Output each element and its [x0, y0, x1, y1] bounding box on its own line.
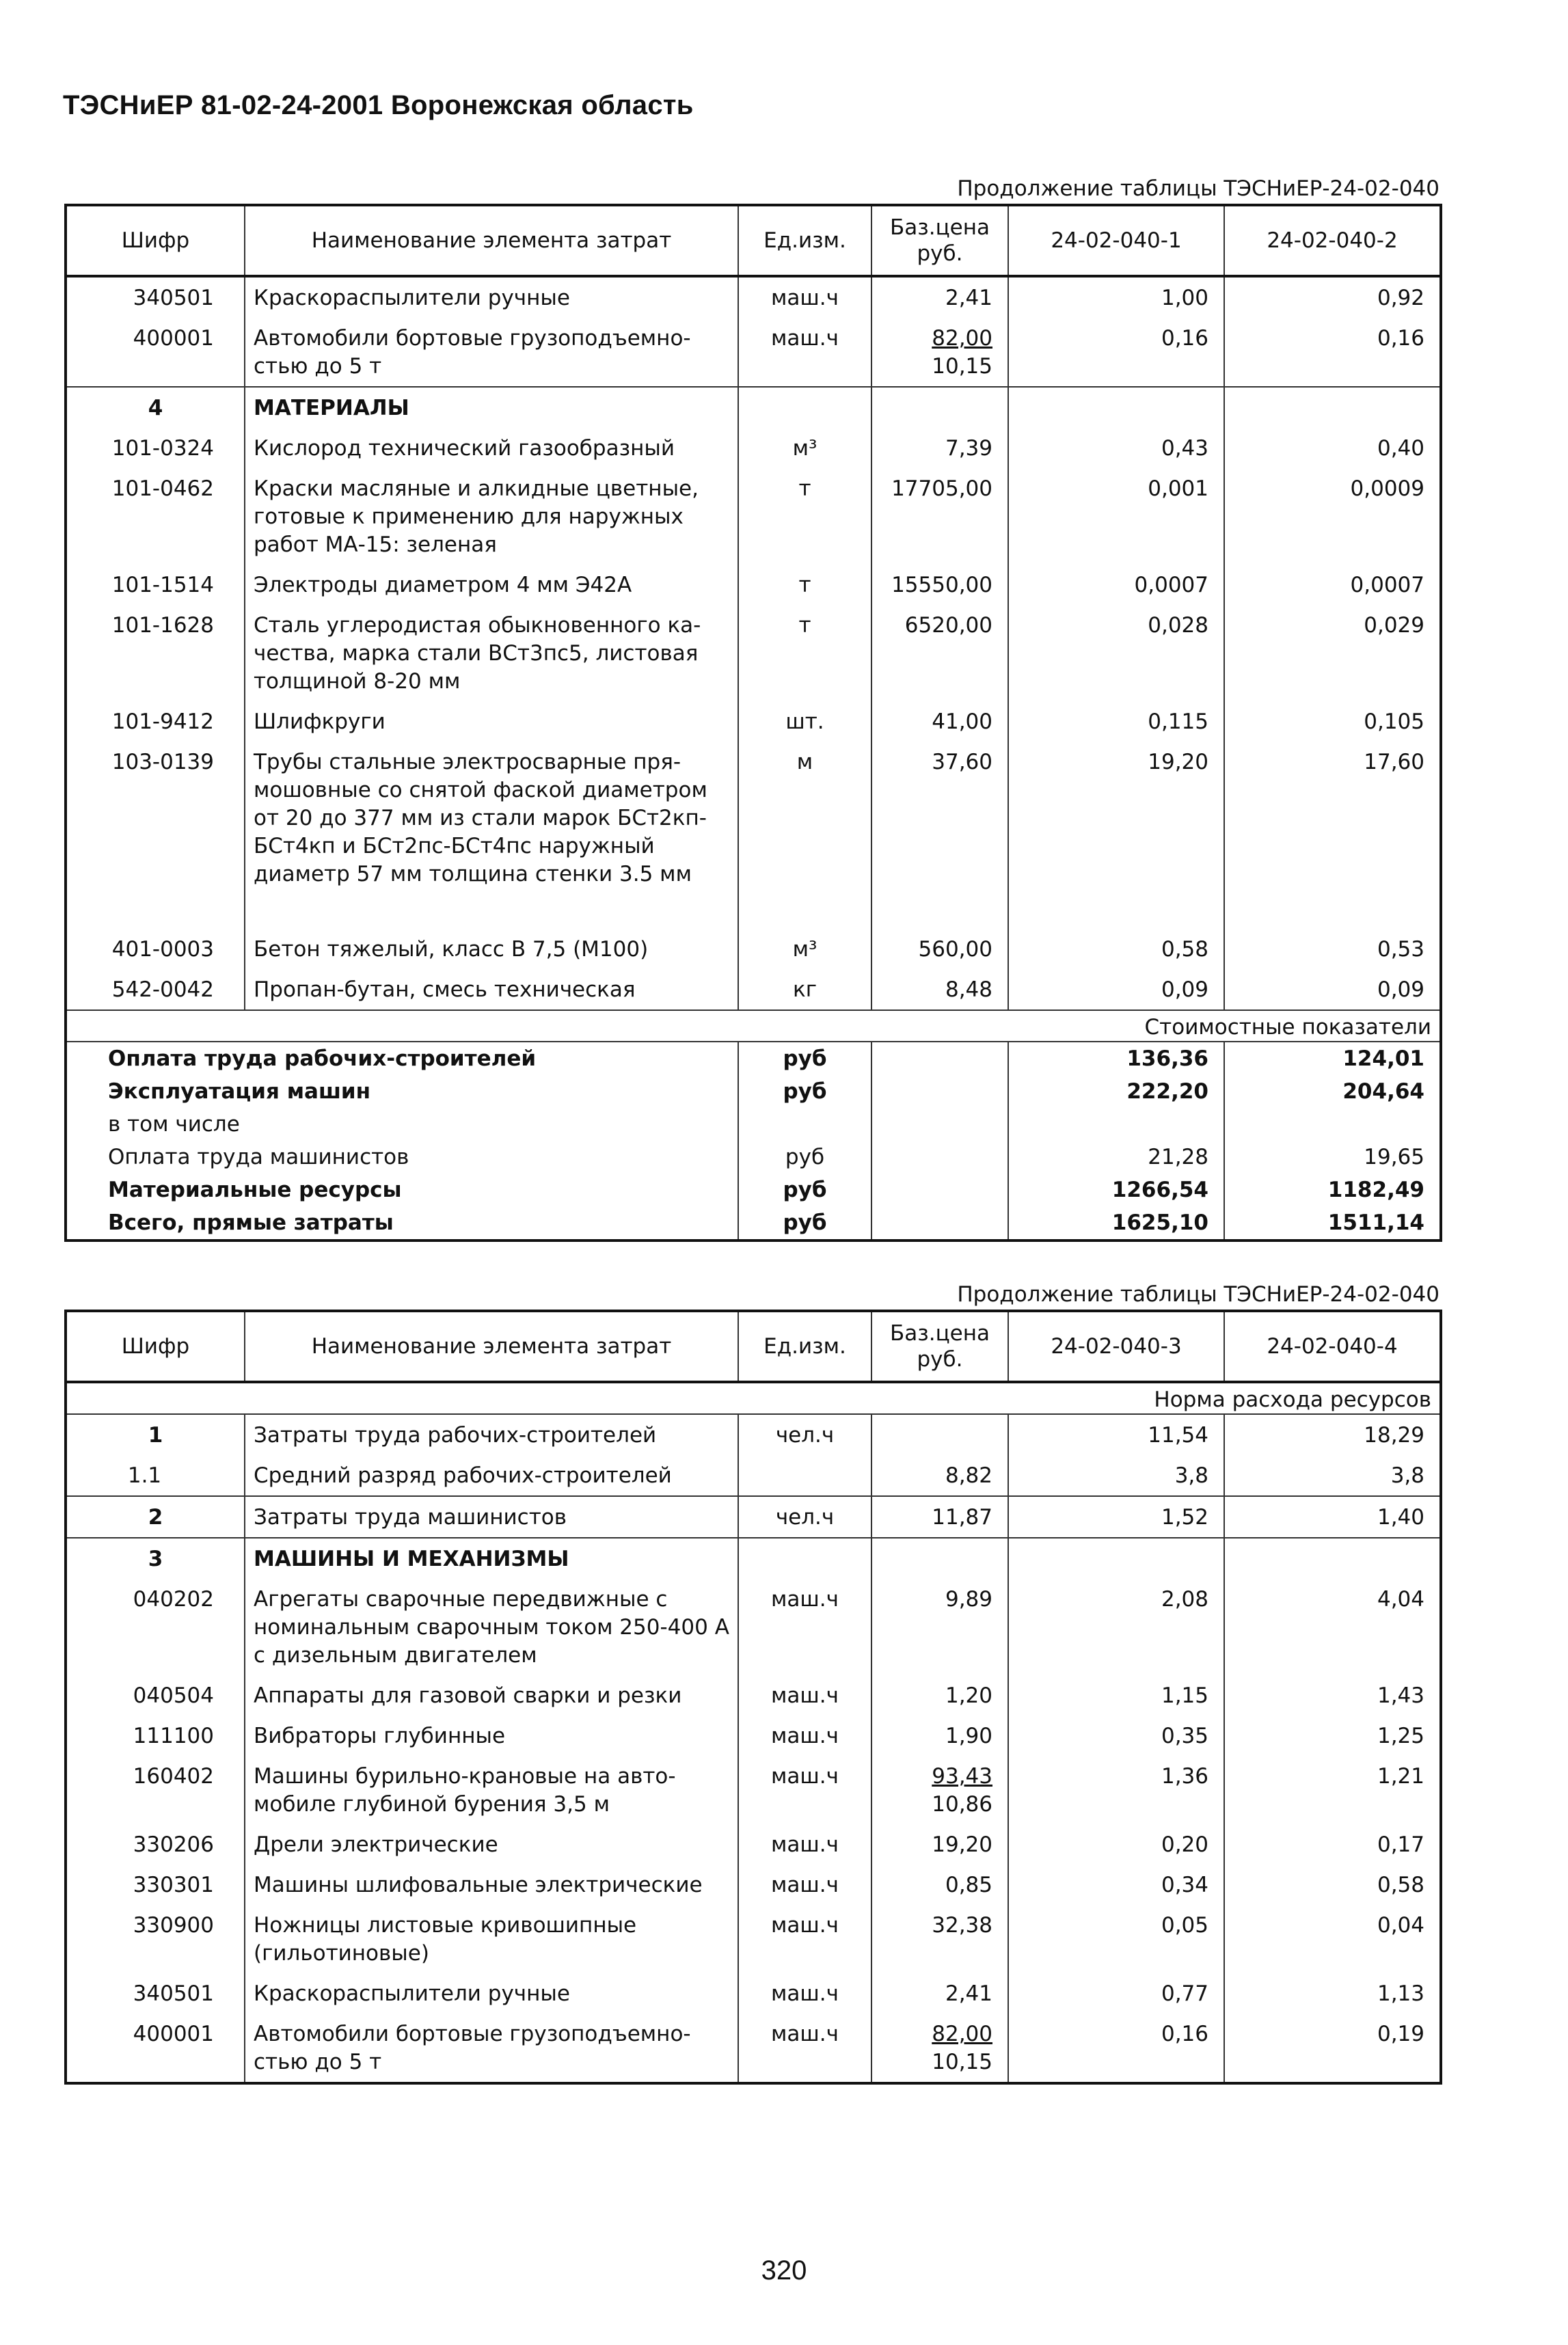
table-row: 330206 Дрели электрические маш.ч 19,20 0,20 0,17: [66, 1824, 1441, 1865]
table-row: 101-0462 Краски масляные и алкидные цветные, готовые к применению для наружных работ МА-15: зеленая т 17705,00 0,001 0,0009: [66, 468, 1441, 565]
table1-header-row: [66, 205, 1441, 276]
table-row: 330900 Ножницы листовые кривошипные (гильотиновые) маш.ч 32,38 0,05 0,04: [66, 1905, 1441, 1973]
table2-header-row: [66, 1311, 1441, 1382]
header-price: Баз.цена руб.: [871, 1311, 1008, 1382]
norm-band-label: Норма расхода ресурсов: [66, 1382, 1441, 1414]
header-code: Шифр: [66, 205, 245, 276]
table-row: 103-0139 Трубы стальные электросварные пря-мошовные со снятой фаской диаметром от 20 до 377 мм из стали марок БСт2кп-БСт4кп и БСт2пс-БСт4пс наружный диаметр 57 мм толщина стенки 3.5 мм м 37,60 19,20 17,60: [66, 742, 1441, 929]
cost-band-row: [66, 1010, 1441, 1042]
header-col-a: 24-02-040-3: [1008, 1311, 1224, 1382]
table2: [64, 1310, 1442, 2085]
summary-row: в том числе: [66, 1108, 1441, 1141]
table-row: 401-0003 Бетон тяжелый, класс В 7,5 (М100) м³ 560,00 0,58 0,53: [66, 929, 1441, 969]
table-row: 330301 Машины шлифовальные электрические маш.ч 0,85 0,34 0,58: [66, 1865, 1441, 1905]
header-col-a: 24-02-040-1: [1008, 205, 1224, 276]
page-number: 320: [761, 2255, 807, 2286]
summary-row: Материальные ресурсы руб 1266,54 1182,49: [66, 1174, 1441, 1206]
table-row: 101-9412 Шлифкруги шт. 41,00 0,115 0,105: [66, 701, 1441, 742]
header-name: Наименование элемента затрат: [245, 205, 738, 276]
summary-row: Всего, прямые затраты руб 1625,10 1511,14: [66, 1206, 1441, 1241]
table-row: 2 Затраты труда машинистов чел.ч 11,87 1,52 1,40: [66, 1496, 1441, 1538]
document-title: ТЭСНиЕР 81-02-24-2001 Воронежская область: [63, 90, 694, 120]
table-row: 340501 Краскораспылители ручные маш.ч 2,41 1,00 0,92: [66, 276, 1441, 318]
table-row: 111100 Вибраторы глубинные маш.ч 1,90 0,35 1,25: [66, 1716, 1441, 1756]
table-row: 400001 Автомобили бортовые грузоподъемно-стью до 5 т маш.ч 82,00 10,15 0,16 0,19: [66, 2014, 1441, 2083]
cost-band-label: Стоимостные показатели: [66, 1010, 1441, 1042]
table-row: 101-0324 Кислород технический газообразный м³ 7,39 0,43 0,40: [66, 428, 1441, 468]
norm-band-row: [66, 1382, 1441, 1414]
table-row: 101-1514 Электроды диаметром 4 мм Э42А т 15550,00 0,0007 0,0007: [66, 565, 1441, 605]
table-row: 340501 Краскораспылители ручные маш.ч 2,41 0,77 1,13: [66, 1973, 1441, 2014]
header-col-b: 24-02-040-4: [1224, 1311, 1441, 1382]
header-unit: Ед.изм.: [738, 1311, 871, 1382]
header-col-b: 24-02-040-2: [1224, 205, 1441, 276]
table-row: 040202 Агрегаты сварочные передвижные с номинальным сварочным током 250-400 А с дизельным двигателем маш.ч 9,89 2,08 4,04: [66, 1579, 1441, 1675]
table1-caption: Продолжение таблицы ТЭСНиЕР-24-02-040: [957, 176, 1439, 201]
header-price: Баз.цена руб.: [871, 205, 1008, 276]
table2-caption: Продолжение таблицы ТЭСНиЕР-24-02-040: [957, 1282, 1439, 1307]
section-row: 4 МАТЕРИАЛЫ: [66, 387, 1441, 428]
summary-row: Оплата труда машинистов руб 21,28 19,65: [66, 1141, 1441, 1174]
summary-row: Эксплуатация машин руб 222,20 204,64: [66, 1075, 1441, 1108]
table-row: 1 Затраты труда рабочих-строителей чел.ч 11,54 18,29: [66, 1414, 1441, 1455]
table-row: 040504 Аппараты для газовой сварки и резки маш.ч 1,20 1,15 1,43: [66, 1675, 1441, 1716]
section-row: 3 МАШИНЫ И МЕХАНИЗМЫ: [66, 1538, 1441, 1579]
table1: [64, 204, 1442, 1242]
table-row: 160402 Машины бурильно-крановые на авто-мобиле глубиной бурения 3,5 м маш.ч 93,43 10,86 1,36 1,21: [66, 1756, 1441, 1824]
header-unit: Ед.изм.: [738, 205, 871, 276]
header-name: Наименование элемента затрат: [245, 1311, 738, 1382]
header-code: Шифр: [66, 1311, 245, 1382]
table-row: 1.1 Средний разряд рабочих-строителей 8,82 3,8 3,8: [66, 1455, 1441, 1496]
summary-row: Оплата труда рабочих-строителей руб 136,36 124,01: [66, 1042, 1441, 1075]
table-row: 400001 Автомобили бортовые грузоподъемно-стью до 5 т маш.ч 82,00 10,15 0,16 0,16: [66, 318, 1441, 387]
table-row: 101-1628 Сталь углеродистая обыкновенного ка-чества, марка стали ВСт3пс5, листовая толщиной 8-20 мм т 6520,00 0,028 0,029: [66, 605, 1441, 701]
table-row: 542-0042 Пропан-бутан, смесь техническая кг 8,48 0,09 0,09: [66, 969, 1441, 1010]
